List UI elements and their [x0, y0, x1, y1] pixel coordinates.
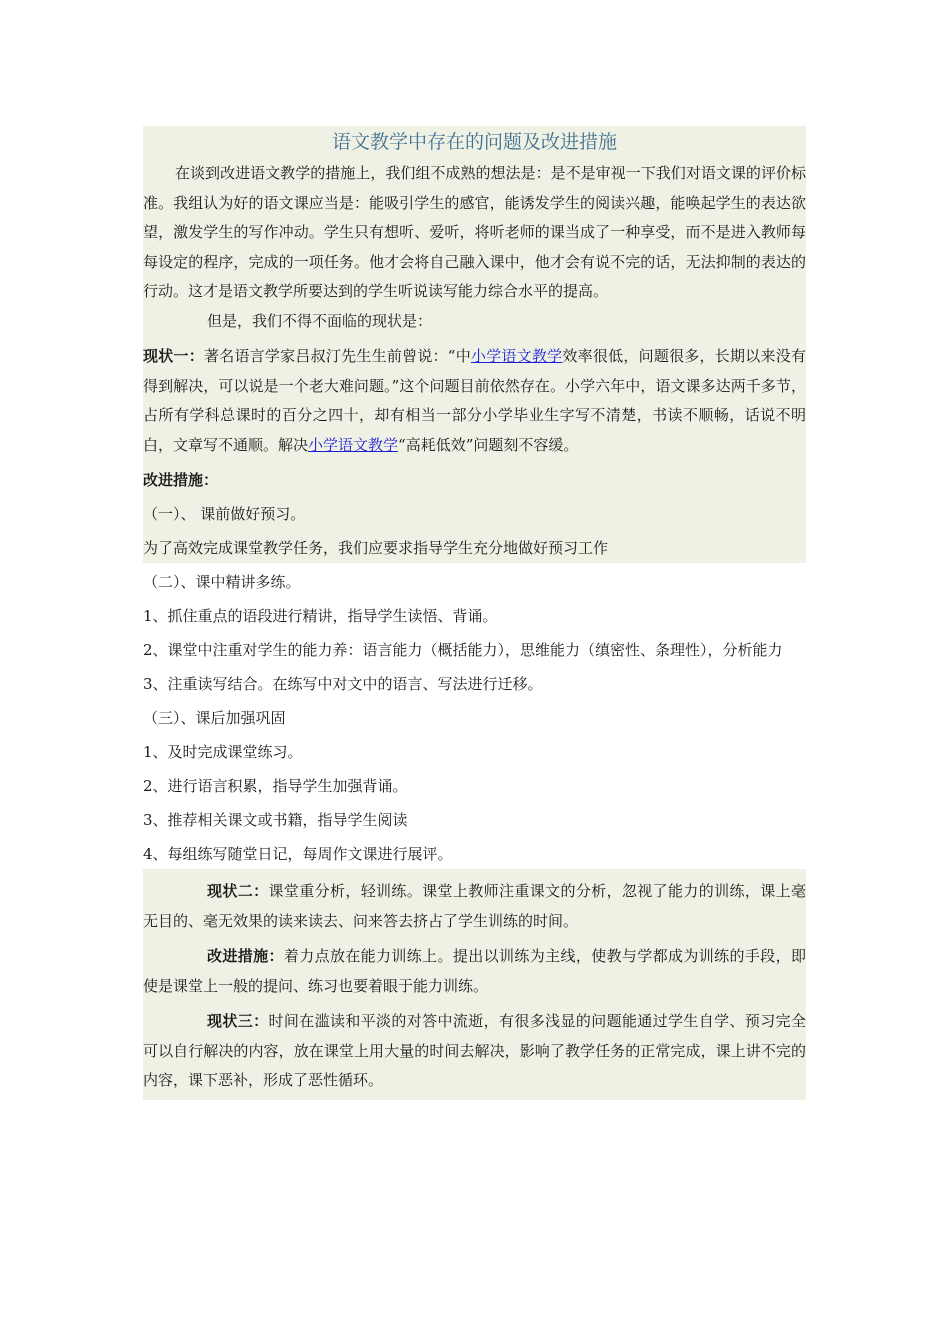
- list-item: 2、课堂中注重对学生的能力养：语言能力（概括能力），思维能力（缜密性、条理性），分析能力: [143, 641, 783, 659]
- status-one-text-2: 效率很低，问题很多，长期以来没有得到解决，可以说是一个老大难问题。”这个问题目前依然存在。小学六年中，语文课多达两千多节，占所有学科总课时的百分之四十，却有相当一部分小学毕业生字写不清楚，书读不顺畅，话说不明白，文章写不通顺。解决: [143, 347, 806, 454]
- status-two-section: [143, 869, 806, 1100]
- measure-step-one-text: 为了高效完成课堂教学任务，我们应要求指导学生充分地做好预习工作: [143, 539, 609, 557]
- list-item: 4、每组练写随堂日记，每周作文课进行展评。: [143, 845, 453, 863]
- list-item: 1、抓住重点的语段进行精讲，指导学生读悟、背诵。: [143, 607, 498, 625]
- measures-heading: 改进措施：: [143, 471, 219, 489]
- measure-step-two: （二）、课中精讲多练。: [143, 573, 301, 591]
- primary-chinese-teaching-link[interactable]: 小学语文教学: [470, 347, 563, 365]
- status-three-paragraph: [143, 1007, 806, 1100]
- measure-two-text: 着力点放在能力训练上。提出以训练为主线，使教与学都成为训练的手段，即使是课堂上一般的提问、练习也要着眼于能力训练。: [143, 947, 806, 995]
- status-two-paragraph: [143, 877, 806, 936]
- list-item: 2、进行语言积累，指导学生加强背诵。: [143, 777, 408, 795]
- measure-step-one: （一）、 课前做好预习。: [143, 505, 306, 523]
- status-three-label: 现状三：: [207, 1012, 269, 1030]
- measure-step-three: （三）、课后加强巩固: [143, 709, 286, 727]
- status-one-text-3: “高耗低效”问题刻不容缓。: [398, 435, 579, 454]
- status-one-section: [143, 336, 806, 460]
- document: [143, 126, 806, 1100]
- measure-two-label: 改进措施：: [207, 947, 284, 965]
- intro-paragraph: 在谈到改进语文教学的措施上，我们组不成熟的想法是：是不是审视一下我们对语文课的评价标准。我组认为好的语文课应当是：能吸引学生的感官，能诱发学生的阅读兴趣，能唤起学生的表达欲望，激发学生的写作冲动。学生只有想听、爱听，将听老师的课当成了一种享受，而不是进入教师每每设定的程序，完成的一项任务。他才会将自己融入课中，他才会有说不完的话，无法抑制的表达的行动。这才是语文教学所要达到的学生听说读写能力综合水平的提高。: [143, 164, 806, 300]
- list-item: 1、及时完成课堂练习。: [143, 743, 303, 761]
- intro-section: [143, 157, 806, 336]
- status-one-text-1: 著名语言学家吕叔汀先生生前曾说：“中: [203, 347, 471, 365]
- title-band: [143, 126, 806, 157]
- list-item: 3、注重读写结合。在练写中对文中的语言、写法进行迁移。: [143, 675, 543, 693]
- status-one-paragraph: [143, 342, 806, 460]
- measures-section: [143, 460, 806, 563]
- intro-transition: 但是，我们不得不面临的现状是：: [207, 311, 433, 330]
- status-two-text: 课堂重分析，轻训练。课堂上教师注重课文的分析，忽视了能力的训练，课上毫无目的、毫无效果的读来读去、问来答去挤占了学生训练的时间。: [143, 882, 806, 930]
- measures-list: [143, 568, 806, 869]
- status-two-label: 现状二：: [207, 882, 269, 900]
- measure-two-paragraph: [143, 942, 806, 1001]
- status-one-label: 现状一：: [143, 347, 204, 365]
- status-three-text: 时间在滥读和平淡的对答中流逝，有很多浅显的问题能通过学生自学、预习完全可以自行解决的内容，放在课堂上用大量的时间去解决，影响了教学任务的正常完成，课上讲不完的内容，课下恶补，形成了恶性循环。: [143, 1012, 806, 1089]
- list-item: 3、推荐相关课文或书籍，指导学生阅读: [143, 811, 408, 829]
- page-title: 语文教学中存在的问题及改进措施: [331, 131, 617, 153]
- primary-chinese-teaching-link-2[interactable]: 小学语文教学: [308, 435, 399, 454]
